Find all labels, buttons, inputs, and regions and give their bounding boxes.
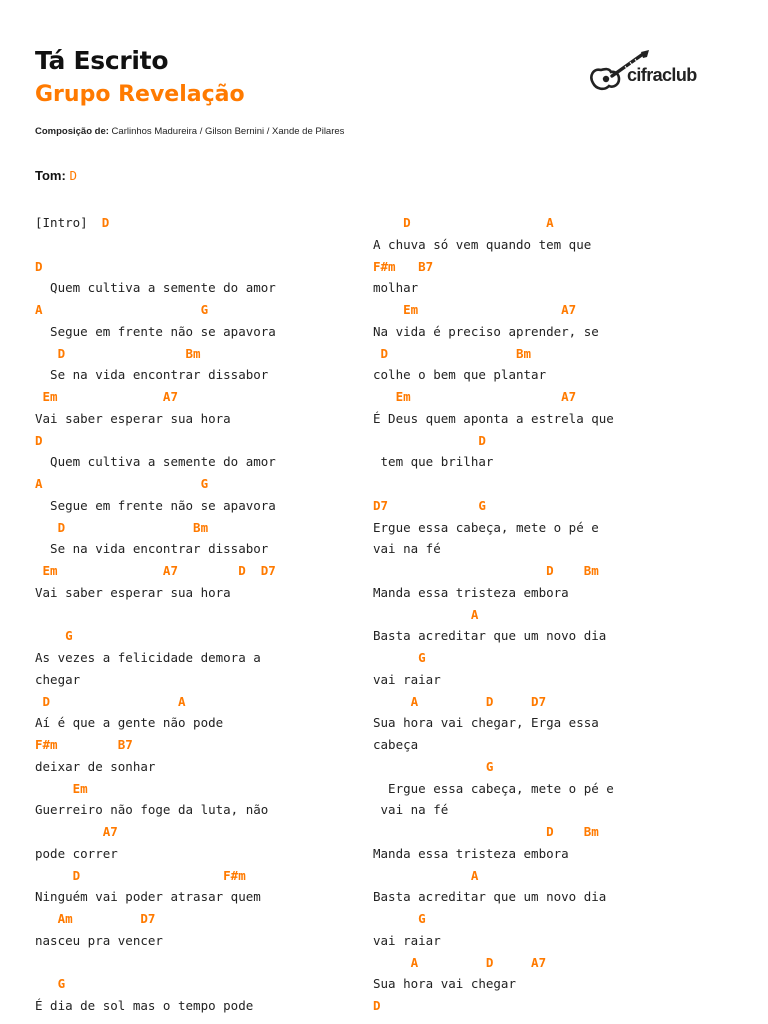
key-label: Tom:	[35, 168, 66, 183]
lyric-line: Sua hora vai chegar, Erga essa	[373, 715, 599, 731]
chord-line[interactable]: A G	[35, 476, 209, 491]
blank-line	[373, 473, 703, 495]
lyric-line: Aí é que a gente não pode	[35, 715, 224, 731]
artist-name[interactable]: Grupo Revelação	[35, 82, 245, 107]
lyric-line: [Intro] D	[35, 215, 110, 230]
chord-line[interactable]: D A	[35, 693, 186, 709]
lyric-line: vai raiar	[373, 932, 441, 948]
chord-line[interactable]: A7	[35, 824, 118, 839]
lyric-line: nasceu pra vencer	[35, 932, 163, 948]
chord-line[interactable]: D	[35, 258, 43, 274]
chord-line[interactable]: D	[373, 432, 486, 448]
chord-line[interactable]: A	[373, 606, 479, 622]
cifraclub-logo[interactable]	[589, 48, 701, 100]
chord-line[interactable]: D A	[373, 215, 554, 230]
chord-line[interactable]: D7 G	[373, 497, 486, 513]
blank-line	[35, 952, 365, 974]
chord-line[interactable]: Am D7	[35, 911, 156, 926]
lyric-line: molhar	[373, 280, 419, 296]
lyric-line: Ergue essa cabeça, mete o pé e	[373, 519, 599, 535]
composers-label: Composição de:	[35, 126, 109, 137]
chord-line[interactable]: F#m B7	[35, 737, 133, 752]
chord-line[interactable]: G	[373, 911, 426, 926]
chord-line[interactable]: D	[373, 998, 381, 1013]
lyric-line: Manda essa tristeza embora	[373, 584, 569, 600]
lyric-line: tem que brilhar	[373, 454, 494, 470]
lyric-line: É Deus quem aponta a estrela que	[373, 410, 614, 426]
lyric-line: vai raiar	[373, 671, 441, 687]
lyric-line: cabeça	[373, 737, 419, 752]
chord-line[interactable]: G	[373, 650, 426, 665]
chord-line[interactable]: D Bm	[35, 519, 209, 535]
blank-line	[35, 604, 365, 626]
chord-line[interactable]: D Bm	[373, 345, 532, 361]
lyric-line: vai na fé	[373, 541, 441, 557]
chord-line[interactable]: Em A7	[373, 302, 577, 317]
lyric-line: Ninguém vai poder atrasar quem	[35, 889, 261, 905]
lyric-line: Sua hora vai chegar	[373, 976, 516, 992]
lyric-line: Quem cultiva a semente do amor	[35, 280, 276, 296]
chord-line[interactable]: Em	[35, 780, 88, 796]
lyrics-column-right	[373, 212, 703, 1017]
chord-line[interactable]: Em A7	[373, 389, 577, 404]
chord-line[interactable]: G	[373, 758, 494, 774]
chord-line[interactable]: G	[35, 976, 66, 992]
lyric-line: Se na vida encontrar dissabor	[35, 541, 269, 557]
lyric-line: Vai saber esperar sua hora	[35, 410, 231, 426]
lyric-line: É dia de sol mas o tempo pode	[35, 998, 254, 1013]
lyric-line: pode correr	[35, 845, 118, 861]
lyric-line: Vai saber esperar sua hora	[35, 584, 231, 600]
chord-line[interactable]: F#m B7	[373, 258, 434, 274]
cifraclub-wordmark: cifraclub	[627, 65, 697, 85]
lyric-line: vai na fé	[373, 802, 449, 818]
chord-line[interactable]: A	[373, 867, 479, 883]
key-value[interactable]: D	[69, 168, 77, 183]
lyric-line: Na vida é preciso aprender, se	[373, 323, 599, 339]
blank-line	[35, 234, 365, 256]
lyric-line: A chuva só vem quando tem que	[373, 236, 592, 252]
key-line	[35, 168, 77, 183]
chord-line[interactable]: Em A7	[35, 389, 178, 404]
chord-line[interactable]: A D A7	[373, 954, 547, 970]
lyric-line: Basta acreditar que um novo dia	[373, 889, 607, 905]
chord-line[interactable]: D	[35, 432, 43, 448]
chord-line[interactable]: G	[35, 628, 73, 644]
chord-line[interactable]: A G	[35, 302, 209, 317]
lyric-line: Manda essa tristeza embora	[373, 845, 569, 861]
lyrics-column-left	[35, 212, 365, 1017]
song-title: Tá Escrito	[35, 46, 169, 75]
lyric-line: deixar de sonhar	[35, 758, 156, 774]
lyric-line: chegar	[35, 671, 81, 687]
chord-line[interactable]: A D D7	[373, 693, 547, 709]
lyric-line: Se na vida encontrar dissabor	[35, 367, 269, 383]
chord-line[interactable]: D F#m	[35, 867, 246, 883]
lyric-line: Guerreiro não foge da luta, não	[35, 802, 269, 818]
lyric-line: colhe o bem que plantar	[373, 367, 547, 383]
chord-line[interactable]: D Bm	[373, 824, 599, 839]
lyric-line: As vezes a felicidade demora a	[35, 650, 261, 665]
lyric-line: Ergue essa cabeça, mete o pé e	[373, 780, 614, 796]
chord-line[interactable]: D Bm	[35, 345, 201, 361]
lyric-line: Segue em frente não se apavora	[35, 323, 276, 339]
intro-chord[interactable]: D	[101, 215, 110, 230]
chord-line[interactable]: Em A7 D D7	[35, 563, 276, 578]
composers-line	[35, 126, 344, 137]
composers-names: Carlinhos Madureira / Gilson Bernini / Xande de Pilares	[111, 126, 345, 137]
chord-line[interactable]: D Bm	[373, 563, 599, 578]
lyric-line: Segue em frente não se apavora	[35, 497, 276, 513]
lyric-line: Quem cultiva a semente do amor	[35, 454, 276, 470]
lyric-line: Basta acreditar que um novo dia	[373, 628, 607, 644]
